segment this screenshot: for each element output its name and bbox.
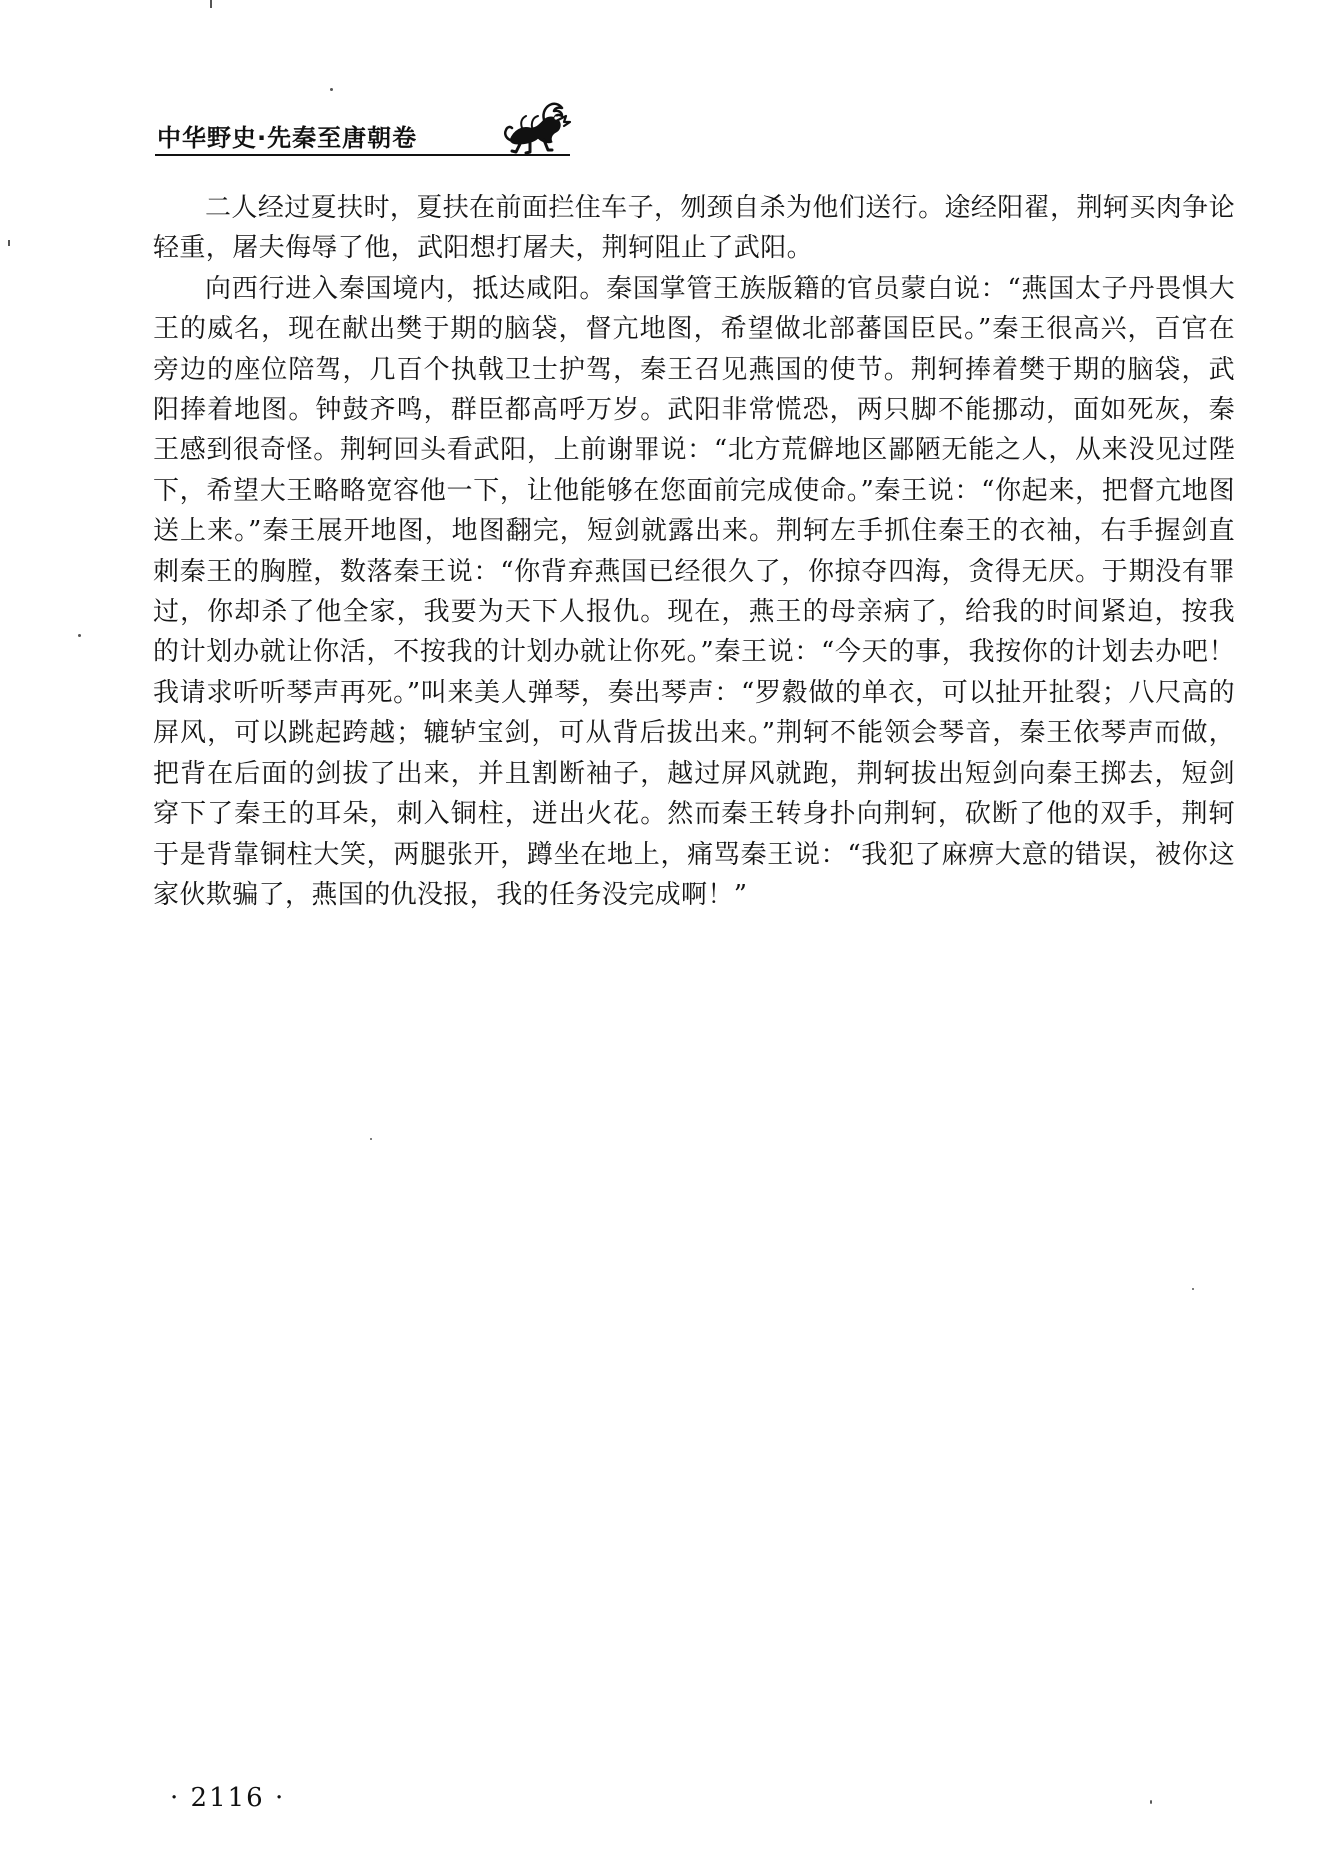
paragraph: 向西行进入秦国境内，抵达咸阳。秦国掌管王族版籍的官员蒙白说：“燕国太子丹畏惧大王的威名，现在献出樊于期的脑袋，督亢地图，希望做北部蕃国臣民。”秦王很高兴，百官在旁边的座位陪驾，几百个执戟卫士护驾，秦王召见燕国的使节。荆轲捧着樊于期的脑袋，武阳捧着地图。钟鼓齐鸣，群臣都高呼万岁。武阳非常慌恐，两只脚不能挪动，面如死灰，秦王感到很奇怪。荆轲回头看武阳，上前谢罪说：“北方荒僻地区鄙陋无能之人，从来没见过陛下，希望大王略略宽容他一下，让他能够在您面前完成使命。”秦王说：“你起来，把督亢地图送上来。”秦王展开地图，地图翻完，短剑就露出来。荆轲左手抓住秦王的衣袖，右手握剑直刺秦王的胸膛，数落秦王说：“你背弃燕国已经很久了，你掠夺四海，贪得无厌。于期没有罪过，你却杀了他全家，我要为天下人报仇。现在，燕王的母亲病了，给我的时间紧迫，按我的计划办就让你活，不按我的计划办就让你死。”秦王说：“今天的事，我按你的计划去办吧！我请求听听琴声再死。”叫来美人弹琴，奏出琴声：“罗縠做的单衣，可以扯开扯裂；八尺高的屏风，可以跳起跨越；辘轳宝剑，可从背后拔出来。”荆轲不能领会琴音，秦王依琴声而做，把背在后面的剑拔了出来，并且割断袖子，越过屏风就跑，荆轲拔出短剑向秦王掷去，短剑穿下了秦王的耳朵，刺入铜柱，迸出火花。然而秦王转身扑向荆轲，砍断了他的双手，荆轲于是背靠铜柱大笑，两腿张开，蹲坐在地上，痛骂秦王说：“我犯了麻痹大意的错误，被你这家伙欺骗了，燕国的仇没报，我的任务没完成啊！” <box>153 273 1235 910</box>
scan-speck <box>8 240 10 246</box>
scan-speck <box>1192 1288 1194 1290</box>
scan-speck <box>370 1138 372 1140</box>
dragon-emblem-icon <box>500 96 572 158</box>
scan-speck <box>210 0 212 8</box>
scan-speck <box>78 634 81 637</box>
paragraph: 二人经过夏扶时，夏扶在前面拦住车子，刎颈自杀为他们送行。途经阳翟，荆轲买肉争论轻重，屠夫侮辱了他，武阳想打屠夫，荆轲阻止了武阳。 <box>153 193 1235 264</box>
page-number: · 2116 · <box>170 1783 286 1813</box>
book-title: 中华野史·先秦至唐朝卷 <box>157 124 418 152</box>
article-body <box>153 188 1235 915</box>
scan-speck <box>1150 1800 1152 1804</box>
scan-speck <box>330 88 333 91</box>
